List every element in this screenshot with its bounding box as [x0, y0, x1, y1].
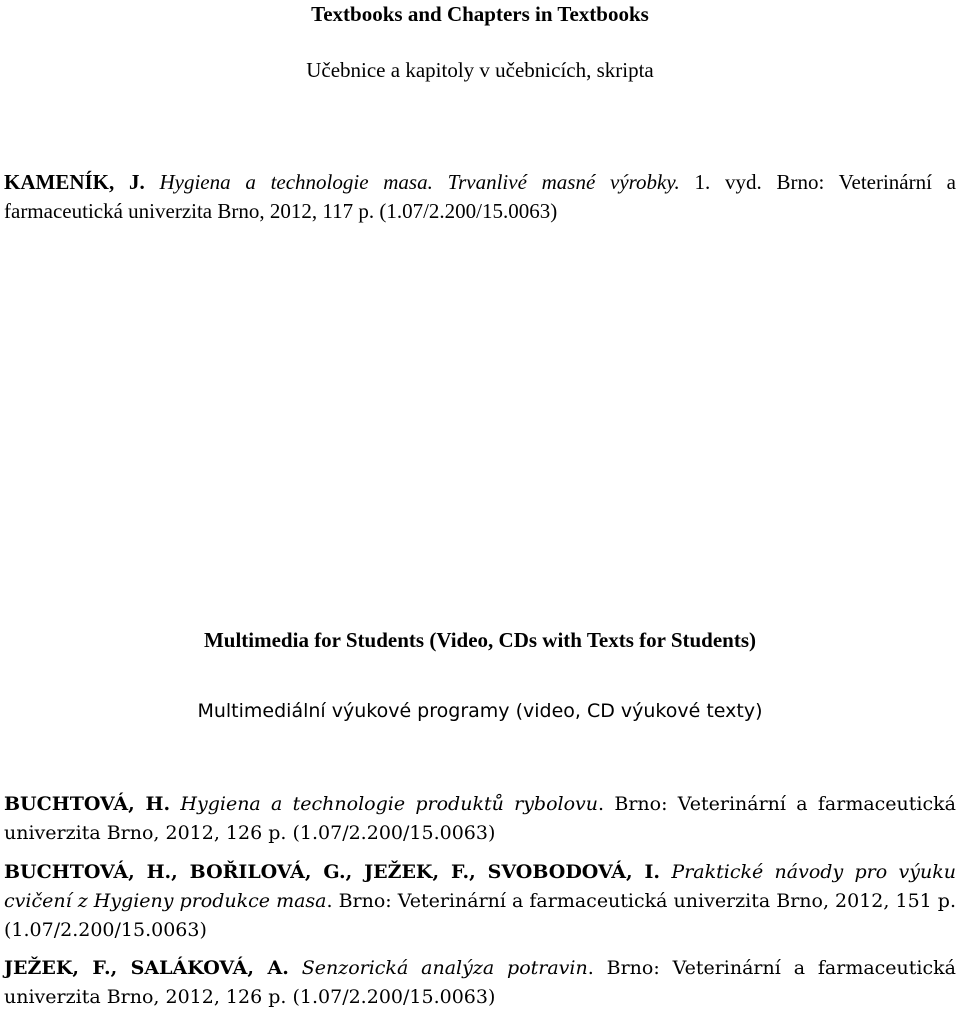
- reference-authors: JEŽEK, F., SALÁKOVÁ, A.: [4, 957, 289, 979]
- reference-entry: [4, 954, 956, 1012]
- reference-entry: [4, 790, 956, 848]
- reference-details: . Brno: Veterinární a farmaceutická univerzita Brno, 2012, 126 p. (1.07/2.200/15.0063): [4, 957, 956, 1008]
- reference-title: Senzorická analýza potravin: [301, 957, 588, 979]
- section-heading-textbooks: Textbooks and Chapters in Textbooks: [311, 2, 649, 26]
- reference-title: Praktické návody pro výuku cvičení z Hygieny produkce masa: [4, 861, 956, 912]
- section-subheading-textbooks: Učebnice a kapitoly v učebnicích, skripta: [306, 58, 654, 82]
- reference-title: Hygiena a technologie masa. Trvanlivé masné výrobky.: [159, 170, 680, 194]
- reference-details: . Brno: Veterinární a farmaceutická univerzita Brno, 2012, 151 p. (1.07/2.200/15.0063): [4, 890, 956, 941]
- reference-authors: KAMENÍK, J.: [4, 170, 145, 194]
- reference-authors: BUCHTOVÁ, H.: [4, 793, 171, 815]
- reference-details: 1. vyd. Brno: Veterinární a farmaceutická univerzita Brno, 2012, 117 p. (1.07/2.200/15.0063): [4, 170, 957, 223]
- reference-entry: [4, 168, 956, 226]
- reference-entry: [4, 858, 956, 945]
- reference-details: . Brno: Veterinární a farmaceutická univerzita Brno, 2012, 126 p. (1.07/2.200/15.0063): [4, 793, 956, 844]
- reference-authors: BUCHTOVÁ, H., BOŘILOVÁ, G., JEŽEK, F., SVOBODOVÁ, I.: [4, 861, 661, 883]
- section-subheading-multimedia: Multimediální výukové programy (video, CD výukové texty): [197, 700, 763, 722]
- section-heading-multimedia: Multimedia for Students (Video, CDs with Texts for Students): [203, 628, 757, 652]
- reference-title: Hygiena a technologie produktů rybolovu: [180, 793, 599, 815]
